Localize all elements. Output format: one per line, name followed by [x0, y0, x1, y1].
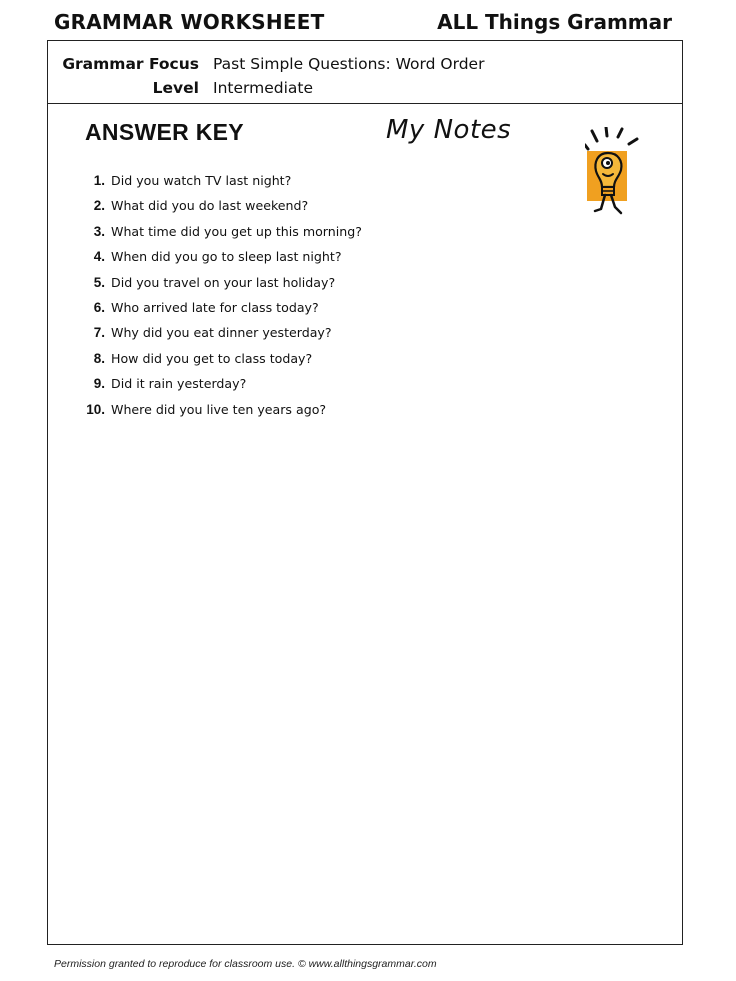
answer-item: [78, 244, 362, 269]
lightbulb-character-icon: [585, 127, 655, 222]
grammar-focus-box: [48, 41, 682, 104]
answer-text: What did you do last weekend?: [111, 198, 309, 214]
answer-number: 5.: [93, 274, 105, 290]
answer-list: [78, 168, 362, 422]
answer-number: 3.: [93, 223, 105, 239]
answer-item: [78, 219, 362, 244]
answer-item: [78, 346, 362, 371]
answer-number: 6.: [93, 299, 105, 315]
answer-item: [78, 397, 362, 422]
answer-text: Did you watch TV last night?: [111, 173, 292, 188]
answer-item: [78, 320, 362, 345]
brand-title: ALL Things Grammar: [437, 10, 672, 34]
answer-text: How did you get to class today?: [111, 350, 313, 366]
answer-text: Did you travel on your last holiday?: [111, 274, 336, 290]
grammar-focus-value: Past Simple Questions: Word Order: [213, 55, 485, 73]
level-label: Level: [152, 79, 199, 97]
answer-number: 2.: [93, 198, 105, 214]
answer-number: 9.: [93, 376, 105, 392]
worksheet-frame: [47, 40, 683, 945]
answer-text: Why did you eat dinner yesterday?: [111, 325, 332, 341]
answer-text: Where did you live ten years ago?: [111, 401, 327, 417]
answer-text: Who arrived late for class today?: [111, 299, 319, 315]
permission-footer: Permission granted to reproduce for classroom use. © www.allthingsgrammar.com: [54, 958, 437, 970]
level-value: Intermediate: [213, 79, 314, 97]
worksheet-title: GRAMMAR WORKSHEET: [54, 10, 325, 34]
answer-item: [78, 295, 362, 320]
answer-number: 4.: [93, 249, 105, 265]
answer-text: Did it rain yesterday?: [111, 376, 247, 392]
answer-item: [78, 371, 362, 396]
answer-item: [78, 168, 362, 193]
grammar-focus-label: Grammar Focus: [62, 55, 199, 73]
answer-number: 8.: [93, 350, 105, 366]
answer-text: When did you go to sleep last night?: [111, 249, 342, 265]
my-notes-title: My Notes: [386, 115, 512, 145]
answer-item: [78, 270, 362, 295]
answer-text: What time did you get up this morning?: [111, 223, 362, 239]
answer-number: 7.: [93, 325, 105, 341]
answer-number: 1.: [93, 173, 105, 188]
answer-key-title: ANSWER KEY: [85, 119, 244, 145]
answer-item: [78, 193, 362, 218]
answer-number: 10.: [86, 401, 105, 417]
